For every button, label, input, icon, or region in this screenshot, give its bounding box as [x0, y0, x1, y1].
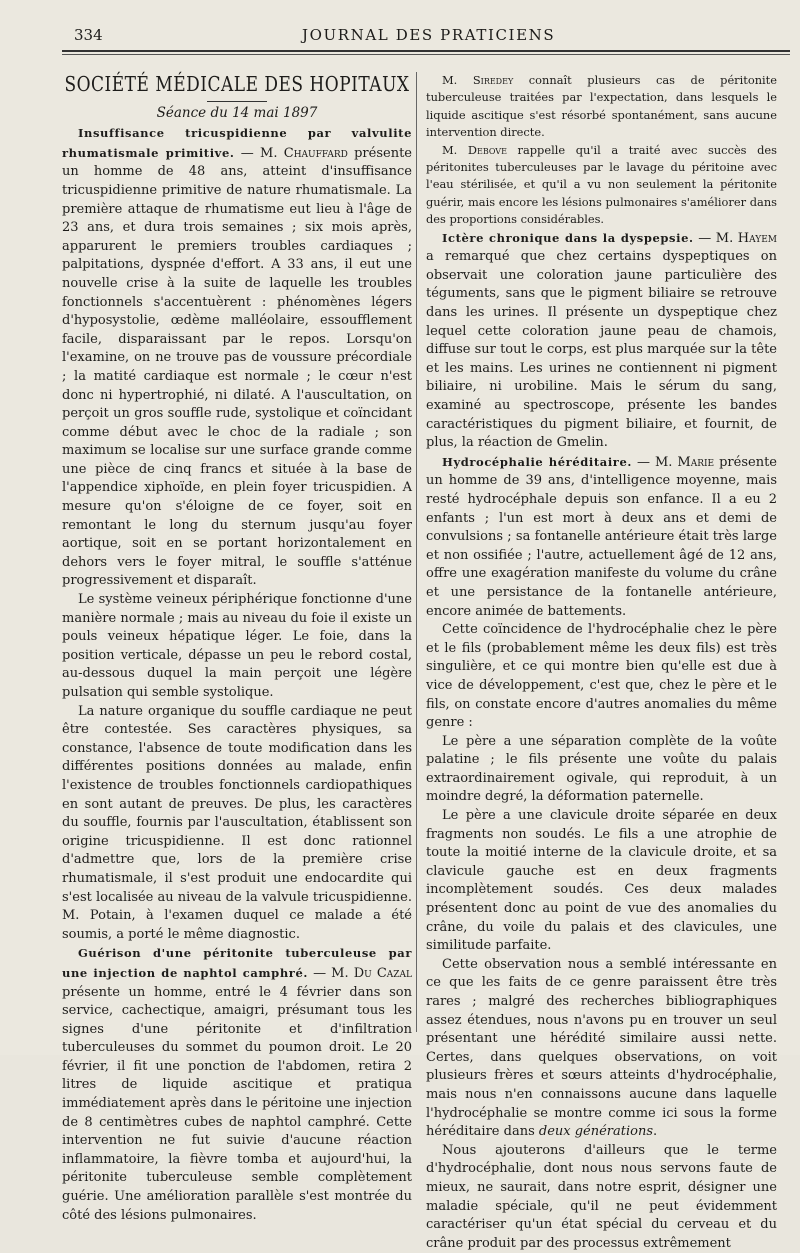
article-rubric: Ictère chronique dans la dyspepsie.: [442, 230, 694, 245]
title-rule: [207, 101, 267, 102]
page-number: 334: [74, 26, 103, 44]
paragraph: [426, 956, 777, 1142]
paragraph: Le père a une séparation complète de la voûte palatine ; le fils présente une voûte du palais extraordinairement ogivale, qui reproduit, à un moindre degré, la déformation paternelle.: [426, 733, 777, 805]
article-rubric: Guérison d'une péritonite tuberculeuse par une injection de naphtol camphré.: [62, 946, 412, 980]
paragraph: Cette coïncidence de l'hydrocéphalie chez le père et le fils (probablement même les deux fils) est très singulière, et ce qui montre bien qu'elle est due à vice de développement, c'est que, chez le père et le fils, on constate encore d'autres anomalies du même genre :: [426, 622, 777, 731]
author-name: Hayem: [737, 230, 777, 246]
paragraph: Le système veineux périphérique fonctionne d'une manière normale ; mais au niveau du foie il existe un pouls veineux hépatique léger. Le foie, dans la position verticale, dépasse un peu le rebord costal, au-dessous duquel la main perçoit une légère pulsation qui semble systolique.: [62, 592, 412, 700]
header-rule: [62, 50, 790, 52]
paragraph-text: présente un homme de 39 ans, d'intelligence moyenne, mais resté hydrocéphale depuis son enfance. Il a eu 2 enfants ; l'un est mort à deux ans et demi de convulsions ; sa fontanelle antérieure était très large et non ossifiée ; l'autre, actuellement âgé de 12 ans, offre une exagération manifeste du volume du crâne et une persistance de la fontanelle antérieure, encore animée de battements.: [426, 454, 777, 619]
author-name: Siredey: [472, 73, 514, 87]
paragraph-text: .: [653, 1124, 658, 1140]
paragraph-siredey: [426, 72, 777, 142]
article-rubric: Insuffisance tricuspidienne par valvulite rhumatismale primitive.: [62, 126, 412, 160]
journal-title: JOURNAL DES PRATICIENS: [302, 26, 556, 44]
paragraph-text: connaît plusieurs cas de péritonite tuberculeuse traitées par l'expectation, dans lesquels le liquide ascitique s'est résorbé spontanément, sans aucune intervention directe.: [426, 73, 778, 140]
dash-lead: — M.: [307, 965, 354, 981]
dash-lead: — M.: [631, 454, 678, 470]
prefix: M.: [442, 73, 473, 87]
article-marie: [426, 453, 777, 621]
right-column: [426, 72, 777, 1253]
paragraph-debove: [426, 142, 777, 229]
paragraph-text: rappelle qu'il a traité avec succès des péritonites tuberculeuses par le lavage du péritoine avec l'eau stérilisée, et qu'il a vu non seulement la péritonite guérir, mais encore les lésions pulmonaires s'améliorer dans des proportions considérables.: [426, 142, 777, 227]
running-head: [62, 26, 784, 50]
paragraph: Nous ajouterons d'ailleurs que le terme d'hydrocéphalie, dont nous nous servons faute de mieux, ne saurait, dans notre esprit, désigner une maladie spéciale, qu'il ne peut évidemment caractériser qu'un état spécial du cerveau et du crâne produit par des processus extrêmement: [426, 1142, 777, 1251]
section-title: SOCIÉTÉ MÉDICALE DES HOPITAUX: [64, 73, 410, 97]
paragraph-text: Cette observation nous a semblé intéressante en ce que les faits de ce genre paraissent être très rares ; malgré des recherches bibliographiques assez étendues, nous n'avons pu en trouver un seul présentant une hérédité similaire aussi nette. Certes, dans quelques observations, on voit plusieurs frères et sœurs atteints d'hydrocéphalie, mais nous n'en connaissons aucune dans laquelle l'hydrocéphalie se montre comme ici sous la forme héréditaire dans: [426, 956, 777, 1140]
dash-lead: — M.: [693, 230, 738, 246]
paragraph-text: présente un homme, entré le 4 février dans son service, cachectique, amaigri, présumant tous les signes d'une péritonite et d'infiltration tuberculeuses du sommet du poumon droit. Le 20 février, il fit une ponction de l'abdomen, retira 2 litres de liquide ascitique et pratiqua immédiatement après dans le péritoine une injection de 8 centimètres cubes de naphtol camphré. Cette intervention ne fut suivie d'aucune réaction inflammatoire, la fièvre tomba et aujourd'hui, la péritonite tuberculeuse semble complètement guérie. Une amélioration parallèle s'est montrée du côté des lésions pulmonaires.: [62, 984, 412, 1223]
paragraph-text: a remarqué que chez certains dyspeptiques on observait une coloration jaune particulière des téguments, sans que le pigment biliaire se retrouve dans les urines. Il présente un dyspeptique chez lequel cette coloration jaune peau de chamois, diffuse sur tout le corps, est plus marquée sur la tête et les mains. Les urines ne contiennent ni pigment biliaire, ni urobiline. Mais le sérum du sang, examiné au spectroscope, présente les bandes caractéristiques du pigment biliaire, et fournit, de plus, la réaction de Gmelin.: [426, 249, 777, 451]
author-name: Du Cazal: [353, 965, 412, 981]
session-date: Séance du 14 mai 1897: [156, 104, 318, 121]
article-du-cazal: [62, 944, 412, 1225]
author-name: Marie: [677, 454, 715, 470]
header-rule-thin: [62, 54, 790, 55]
dash-lead: — M.: [234, 145, 284, 161]
paragraph: La nature organique du souffle cardiaque ne peut être contestée. Ses caractères physiques, sa constance, l'absence de toute modification dans les différentes positions données au malade, enfin l'existence de troubles fonctionnels cardiopathiques en sont autant de preuves. De plus, les caractères du souffle, fournis par l'auscultation, établissent son origine tricuspidienne. Il est donc rationnel d'admettre que, lors de la première crise rhumatismale, il s'est produit une endocardite qui s'est localisée au niveau de la valvule tricuspidienne. M. Potain, à l'examen duquel ce malade a été soumis, a porté le même diagnostic.: [62, 703, 412, 942]
author-name: Debove: [467, 142, 507, 157]
column-divider: [416, 72, 417, 1032]
article-chauffard: [62, 124, 412, 591]
article-rubric: Hydrocéphalie héréditaire.: [442, 454, 632, 469]
article-hayem: [426, 229, 777, 453]
left-column: [62, 72, 412, 1225]
paragraph: Le père a une clavicule droite séparée en deux fragments non soudés. Le fils a une atrophie de toute la moitié interne de la clavicule droite, et sa clavicule gauche est en deux fragments incomplètement soudés. Ces deux malades présentent donc au point de vue des anomalies du crâne, du voile du palais et des clavicules, une similitude parfaite.: [426, 808, 777, 954]
prefix: M.: [442, 142, 468, 157]
author-name: Chauffard: [283, 145, 348, 161]
emphasis-text: deux générations: [538, 1124, 654, 1140]
paragraph-text: présente un homme de 48 ans, atteint d'insuffisance tricuspidienne primitive de nature rhumatismale. La première attaque de rhumatisme eut lieu à l'âge de 23 ans, et dura trois semaines ; six mois après, apparurent le premiers troubles cardiaques ; palpitations, dyspnée d'effort. A 33 ans, il eut une nouvelle crise à la suite de laquelle les troubles fonctionnels s'accentuèrent : phénomènes légers d'hyposystolie, œdème malléolaire, essoufflement facile, disparaissant par le repos. Lorsqu'on l'examine, on ne trouve pas de voussure précordiale ; la matité cardiaque est normale ; le cœur n'est donc ni hypertrophié, ni dilaté. A l'auscultation, on perçoit un gros souffle rude, systolique et coïncidant comme début avec le choc de la radiale ; son maximum se localise sur une surface grande comme une pièce de cinq francs et située à la base de l'appendice xiphoïde, en plein foyer tricuspidien. A mesure qu'on s'éloigne de ce foyer, soit en remontant le long du sternum jusqu'au foyer aortique, soit en se portant horizontalement en dehors vers le foyer mitral, le souffle s'atténue progressivement et disparaît.: [62, 145, 412, 589]
